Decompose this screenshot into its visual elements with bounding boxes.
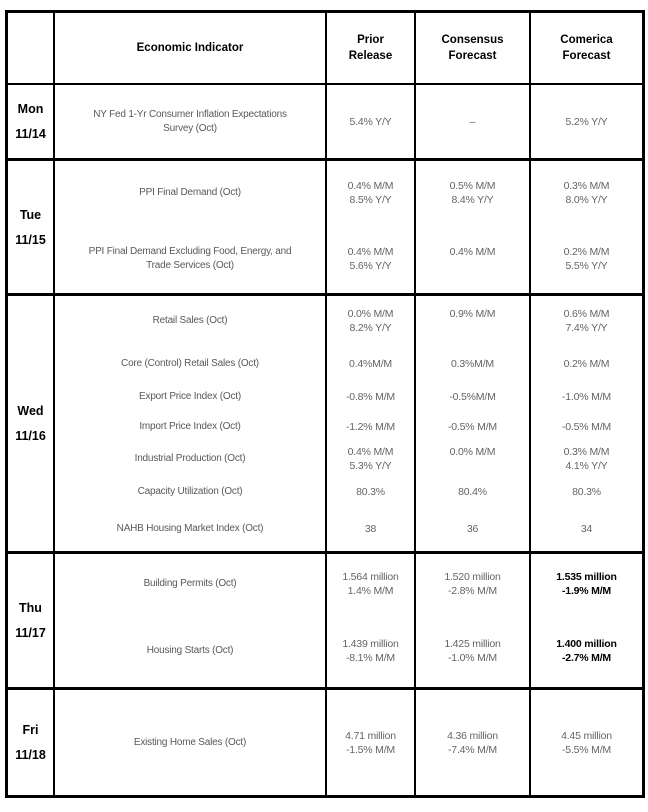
comerica-value-line: 5.2% Y/Y [565, 115, 608, 128]
prior-release-cell [327, 507, 416, 551]
consensus-value-line: 0.5% M/M [449, 180, 496, 192]
indicator-name-line: NAHB Housing Market Index (Oct) [116, 523, 264, 534]
header-prior-release-line1: Prior [357, 34, 384, 46]
prior-value-line: 0.4% M/M [347, 446, 394, 458]
indicator-name-line: Retail Sales (Oct) [152, 315, 228, 326]
day-name: Fri [22, 723, 39, 737]
consensus-forecast-cell [416, 225, 531, 293]
indicator-cell [55, 382, 327, 412]
consensus-forecast-cell [416, 161, 531, 225]
prior-value-line: 8.2% Y/Y [349, 322, 392, 334]
consensus-forecast-cell [416, 85, 531, 158]
prior-release-cell [327, 296, 416, 346]
prior-release-cell [327, 161, 416, 225]
indicator-name-line: Survey (Oct) [163, 122, 217, 134]
consensus-value-line: -1.0% M/M [448, 651, 497, 664]
comerica-forecast-cell [531, 554, 642, 614]
consensus-forecast-cell [416, 476, 531, 507]
prior-release-cell [327, 225, 416, 293]
prior-value-line: -1.5% M/M [346, 743, 395, 756]
consensus-forecast-cell [416, 554, 531, 614]
prior-release-cell [327, 382, 416, 412]
indicator-name-line: Capacity Utilization (Oct) [137, 485, 243, 497]
header-prior-release-line2: Release [348, 50, 393, 62]
comerica-value-line: 0.2% M/M [563, 246, 610, 258]
prior-release-cell [327, 554, 416, 614]
header-consensus-forecast-line1: Consensus [441, 34, 504, 46]
day-date: 11/14 [15, 127, 46, 141]
indicator-cell [55, 296, 327, 346]
indicator-name-line: Import Price Index (Oct) [139, 421, 241, 432]
prior-value-line: 5.4% Y/Y [349, 115, 392, 128]
consensus-forecast-cell [416, 507, 531, 551]
comerica-value-line: 4.1% Y/Y [565, 460, 608, 472]
comerica-value-line: 4.45 million [561, 729, 612, 742]
header-consensus-forecast [416, 13, 531, 83]
comerica-value-line: 7.4% Y/Y [565, 322, 608, 334]
prior-value-line: 5.3% Y/Y [349, 460, 392, 472]
comerica-value-line: -1.0% M/M [562, 391, 611, 403]
prior-release-cell [327, 690, 416, 795]
day-date: 11/16 [15, 429, 46, 443]
prior-value-line: -1.2% M/M [346, 421, 395, 433]
indicator-name-line: Core (Control) Retail Sales (Oct) [121, 358, 259, 369]
header-economic-indicator [55, 13, 327, 83]
indicator-cell [55, 554, 327, 614]
consensus-forecast-cell [416, 690, 531, 795]
day-cell [8, 690, 55, 795]
indicator-name-line: PPI Final Demand (Oct) [139, 187, 241, 198]
header-consensus-forecast-line2: Forecast [448, 50, 497, 62]
consensus-value-line: -7.4% M/M [448, 743, 497, 756]
comerica-value-line: 5.5% Y/Y [565, 260, 608, 272]
comerica-value-line: 0.6% M/M [563, 308, 610, 320]
comerica-value-line: -0.5% M/M [562, 421, 611, 433]
consensus-forecast-cell [416, 296, 531, 346]
comerica-forecast-cell [531, 507, 642, 551]
prior-value-line: -0.8% M/M [346, 391, 395, 403]
consensus-value-line: 1.425 million [444, 637, 501, 650]
prior-value-line: 1.4% M/M [347, 585, 394, 597]
indicator-cell [55, 346, 327, 382]
comerica-value-line: 80.3% [572, 485, 601, 498]
indicator-cell [55, 476, 327, 507]
comerica-value-line: -1.9% M/M [562, 585, 611, 597]
day-section-tue [8, 161, 642, 296]
indicator-name-line: Industrial Production (Oct) [134, 453, 246, 464]
comerica-forecast-cell [531, 346, 642, 382]
day-cell [8, 161, 55, 293]
comerica-forecast-cell [531, 614, 642, 687]
day-date: 11/15 [15, 232, 46, 247]
day-cell [8, 296, 55, 551]
consensus-value-line: 4.36 million [447, 729, 498, 742]
consensus-forecast-cell [416, 614, 531, 687]
prior-value-line: 38 [364, 523, 377, 535]
prior-value-line: 0.0% M/M [347, 308, 394, 320]
prior-release-cell [327, 442, 416, 476]
day-section-fri [8, 690, 642, 795]
indicator-cell [55, 507, 327, 551]
consensus-value-line: 0.9% M/M [449, 308, 496, 320]
header-comerica-forecast-line1: Comerica [560, 34, 613, 46]
prior-value-line: 5.6% Y/Y [349, 260, 392, 272]
day-name: Wed [17, 404, 44, 418]
day-date: 11/17 [15, 626, 46, 640]
consensus-value-line: -0.5% M/M [448, 421, 497, 433]
consensus-value-line: 0.4% M/M [449, 246, 496, 258]
comerica-forecast-cell [531, 85, 642, 158]
comerica-value-line: -2.7% M/M [562, 651, 611, 664]
prior-release-cell [327, 614, 416, 687]
prior-value-line: 0.4%M/M [349, 358, 392, 370]
prior-release-cell [327, 476, 416, 507]
header-prior-release [327, 13, 416, 83]
indicator-name-line: Trade Services (Oct) [146, 260, 234, 271]
consensus-value-line: -0.5%M/M [449, 391, 496, 403]
consensus-value-line: 1.520 million [444, 571, 501, 583]
comerica-value-line: 0.2% M/M [563, 358, 610, 370]
indicator-name-line: NY Fed 1-Yr Consumer Inflation Expectations [93, 108, 287, 120]
comerica-value-line: 34 [580, 523, 593, 535]
comerica-value-line: 1.400 million [556, 637, 617, 650]
prior-value-line: 8.5% Y/Y [349, 194, 392, 206]
comerica-forecast-cell [531, 382, 642, 412]
comerica-value-line: 0.3% M/M [563, 446, 610, 458]
day-name: Mon [17, 102, 44, 116]
header-comerica-forecast-line2: Forecast [562, 50, 611, 62]
prior-value-line: 1.439 million [342, 637, 399, 650]
day-date: 11/18 [15, 748, 46, 762]
day-section-wed [8, 296, 642, 554]
indicator-name-line: Building Permits (Oct) [143, 578, 237, 589]
table-header-row [8, 13, 642, 85]
prior-value-line: 80.3% [356, 485, 385, 498]
prior-value-line: 4.71 million [345, 729, 396, 742]
header-comerica-forecast [531, 13, 642, 83]
day-cell [8, 85, 55, 158]
indicator-cell [55, 225, 327, 293]
consensus-value-line: 80.4% [458, 485, 487, 498]
prior-value-line: 1.564 million [342, 571, 399, 583]
indicator-cell [55, 614, 327, 687]
indicator-cell [55, 690, 327, 795]
consensus-value-line: 8.4% Y/Y [451, 194, 494, 206]
indicator-cell [55, 442, 327, 476]
consensus-forecast-cell [416, 412, 531, 442]
comerica-forecast-cell [531, 690, 642, 795]
consensus-forecast-cell [416, 382, 531, 412]
header-day-cell [8, 13, 55, 83]
comerica-value-line: -5.5% M/M [562, 743, 611, 756]
prior-release-cell [327, 85, 416, 158]
consensus-forecast-cell [416, 346, 531, 382]
header-economic-indicator-label: Economic Indicator [136, 42, 244, 54]
indicator-cell [55, 85, 327, 158]
indicator-name-line: Export Price Index (Oct) [139, 391, 241, 402]
prior-release-cell [327, 346, 416, 382]
indicator-name-line: Existing Home Sales (Oct) [133, 736, 247, 748]
prior-release-cell [327, 412, 416, 442]
comerica-forecast-cell [531, 296, 642, 346]
comerica-forecast-cell [531, 161, 642, 225]
economic-calendar-table [5, 10, 645, 798]
day-name: Thu [19, 601, 42, 615]
prior-value-line: 0.4% M/M [347, 246, 394, 258]
day-cell [8, 554, 55, 687]
comerica-value-line: 8.0% Y/Y [565, 194, 608, 206]
comerica-value-line: 1.535 million [556, 571, 617, 583]
indicator-name-line: PPI Final Demand Excluding Food, Energy, and [88, 246, 292, 257]
indicator-cell [55, 412, 327, 442]
prior-value-line: -8.1% M/M [346, 651, 395, 664]
consensus-value-line: 36 [466, 523, 479, 535]
day-section-thu [8, 554, 642, 690]
comerica-forecast-cell [531, 412, 642, 442]
consensus-value-line: – [469, 115, 476, 128]
comerica-forecast-cell [531, 225, 642, 293]
consensus-value-line: -2.8% M/M [448, 585, 497, 597]
indicator-name-line: Housing Starts (Oct) [146, 644, 234, 656]
comerica-value-line: 0.3% M/M [563, 180, 610, 192]
consensus-forecast-cell [416, 442, 531, 476]
prior-value-line: 0.4% M/M [347, 180, 394, 192]
day-section-mon [8, 85, 642, 161]
comerica-forecast-cell [531, 476, 642, 507]
indicator-cell [55, 161, 327, 225]
day-name: Tue [19, 207, 42, 222]
consensus-value-line: 0.0% M/M [449, 446, 496, 458]
comerica-forecast-cell [531, 442, 642, 476]
consensus-value-line: 0.3%M/M [451, 358, 494, 370]
